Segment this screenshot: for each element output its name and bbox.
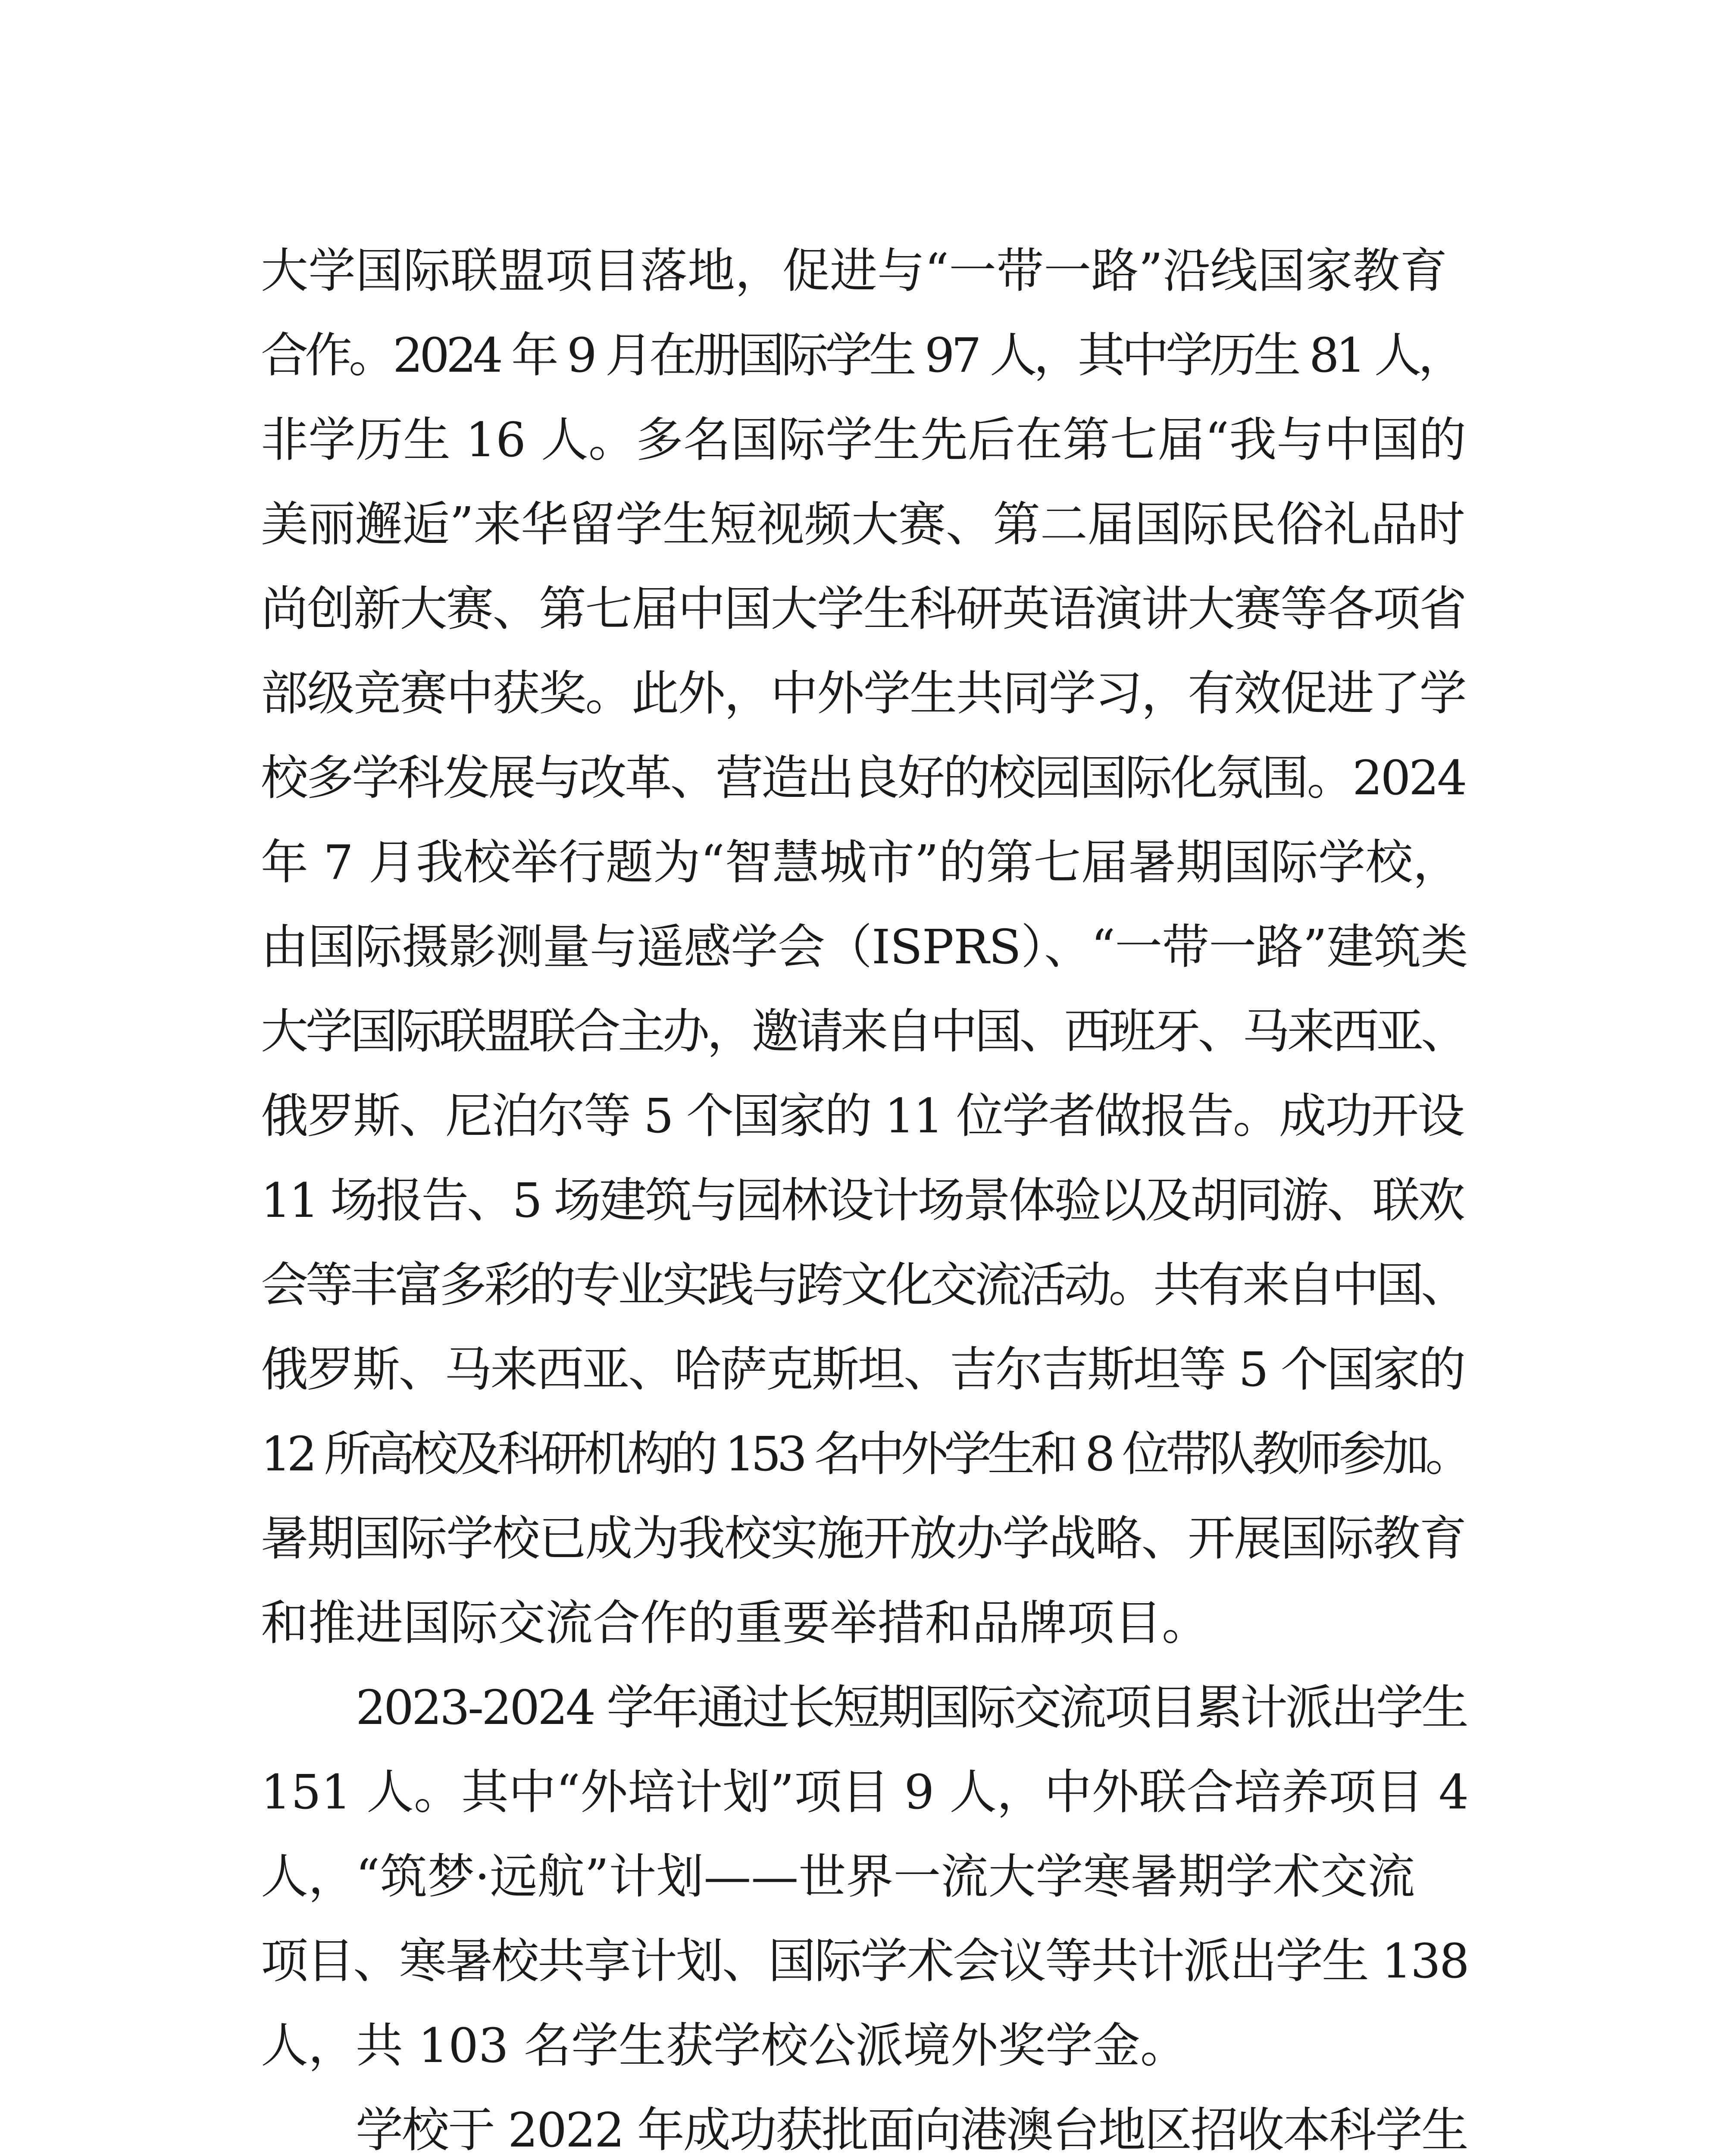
- paragraph-start-line: 学校于 2022 年成功获批面向港澳台地区招收本科学生: [356, 2103, 1467, 2156]
- text-line: 部级竞赛中获奖。此外，中外学生共同学习，有效促进了学: [261, 666, 1466, 721]
- text-line: 俄罗斯、尼泊尔等 5 个国家的 11 位学者做报告。成功开设: [261, 1088, 1464, 1144]
- text-line: 非学历生 16 人。多名国际学生先后在第七届“我与中国的: [261, 412, 1467, 467]
- text-line: 大学国际联盟联合主办，邀请来自中国、西班牙、马来西亚、: [261, 1004, 1466, 1059]
- text-line: 尚创新大赛、第七届中国大学生科研英语演讲大赛等各项省: [261, 581, 1466, 636]
- text-line: 由国际摄影测量与遥感学会（ISPRS）、“一带一路”建筑类: [261, 919, 1468, 975]
- body-text: [261, 229, 1468, 2156]
- paragraph-start-line: 2023-2024 学年通过长短期国际交流项目累计派出学生: [356, 1680, 1467, 1735]
- text-line: 校多学科发展与改革、营造出良好的校园国际化氛围。2024: [261, 750, 1465, 805]
- text-line: 和推进国际交流合作的重要举措和品牌项目。: [261, 1595, 1209, 1651]
- text-line: 年 7 月我校举行题为“智慧城市”的第七届暑期国际学校，: [261, 835, 1461, 890]
- text-line: 12 所高校及科研机构的 153 名中外学生和 8 位带队教师参加。: [261, 1426, 1469, 1482]
- text-line: 151 人。其中“外培计划”项目 9 人，中外联合培养项目 4: [261, 1764, 1469, 1820]
- text-line: 会等丰富多彩的专业实践与跨文化交流活动。共有来自中国、: [261, 1257, 1466, 1313]
- text-line: 11 场报告、5 场建筑与园林设计场景体验以及胡同游、联欢: [261, 1173, 1464, 1228]
- text-line: 大学国际联盟项目落地，促进与“一带一路”沿线国家教育: [261, 243, 1448, 298]
- text-line: 人，“筑梦·远航”计划——世界一流大学寒暑期学术交流: [261, 1849, 1415, 1904]
- text-line: 美丽邂逅”来华留学生短视频大赛、第二届国际民俗礼品时: [261, 497, 1465, 552]
- text-line: 项目、寒暑校共享计划、国际学术会议等共计派出学生 138: [261, 1934, 1468, 1989]
- text-line: 合作。2024 年 9 月在册国际学生 97 人，其中学历生 81 人，: [261, 328, 1462, 383]
- text-line: 暑期国际学校已成为我校实施开放办学战略、开展国际教育: [261, 1511, 1466, 1566]
- text-line: 俄罗斯、马来西亚、哈萨克斯坦、吉尔吉斯坦等 5 个国家的: [261, 1342, 1464, 1397]
- text-line: 人，共 103 名学生获学校公派境外奖学金。: [261, 2018, 1188, 2073]
